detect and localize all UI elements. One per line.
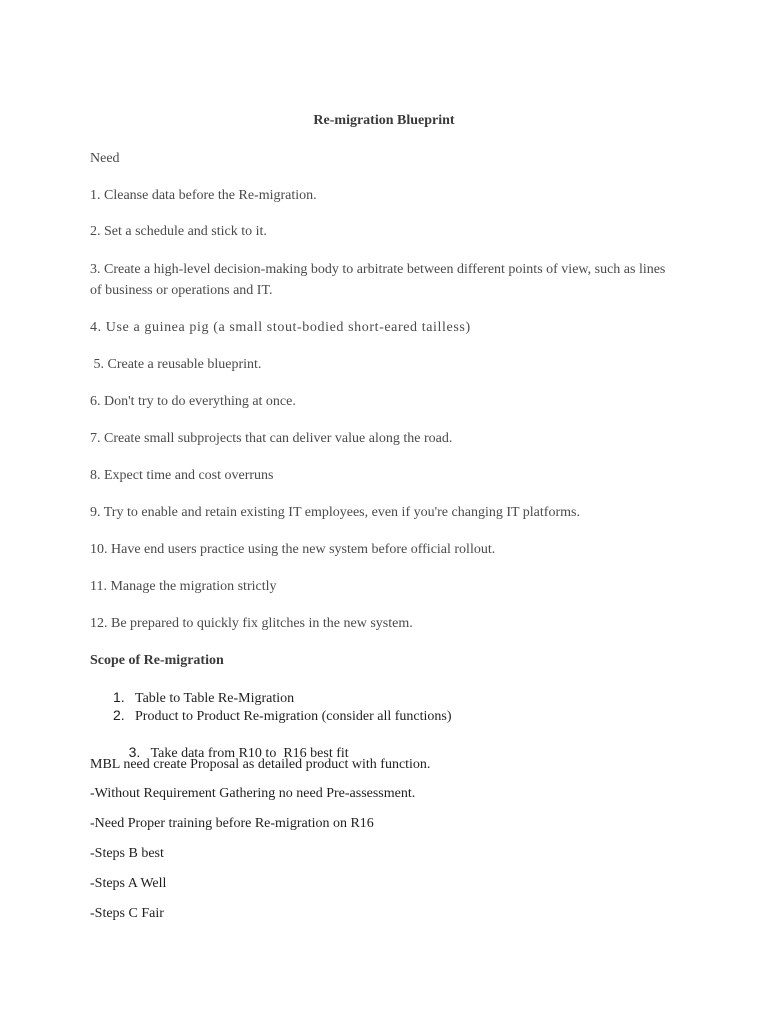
scope-list-item <box>113 688 294 708</box>
scope-item-text: Product to Product Re-migration (consider all functions) <box>135 709 452 724</box>
need-item-5: 5. Create a reusable blueprint. <box>90 357 262 372</box>
scope-item-number: 3. <box>128 744 141 760</box>
need-item-11: 11. Manage the migration strictly <box>90 579 277 594</box>
need-item-2: 2. Set a schedule and stick to it. <box>90 224 267 239</box>
scope-list-item <box>113 706 452 726</box>
need-item-6: 6. Don't try to do everything at once. <box>90 394 296 409</box>
scope-heading: Scope of Re-migration <box>90 653 224 668</box>
scope-item-text: Table to Table Re-Migration <box>135 691 295 706</box>
document-title: Re-migration Blueprint <box>313 113 455 128</box>
need-item-8: 8. Expect time and cost overruns <box>90 468 274 483</box>
scope-item-text: Take data from R10 to R16 best fit <box>150 746 349 761</box>
note-line: -Without Requirement Gathering no need Pre-assessment. <box>90 786 416 801</box>
scope-item-number: 2. <box>113 707 125 723</box>
note-line: -Steps C Fair <box>90 906 164 921</box>
need-item-1: 1. Cleanse data before the Re-migration. <box>90 188 317 203</box>
need-item-3: 3. Create a high-level decision-making body to arbitrate between different points of view, such as lines of business or operations and IT. <box>90 262 666 298</box>
need-item-9: 9. Try to enable and retain existing IT employees, even if you're changing IT platforms. <box>90 505 580 520</box>
note-line: -Need Proper training before Re-migration on R16 <box>90 816 374 831</box>
note-line: MBL need create Proposal as detailed product with function. <box>90 757 431 772</box>
need-item-12: 12. Be prepared to quickly fix glitches in the new system. <box>90 616 413 631</box>
scope-item-number: 1. <box>113 689 125 705</box>
need-label: Need <box>90 151 120 166</box>
note-line: -Steps A Well <box>90 876 167 891</box>
need-item-7: 7. Create small subprojects that can deliver value along the road. <box>90 431 453 446</box>
note-line: -Steps B best <box>90 846 164 861</box>
need-item-10: 10. Have end users practice using the new system before official rollout. <box>90 542 496 557</box>
need-item-4: 4. Use a guinea pig (a small stout-bodied short-eared tailless) <box>90 320 471 335</box>
